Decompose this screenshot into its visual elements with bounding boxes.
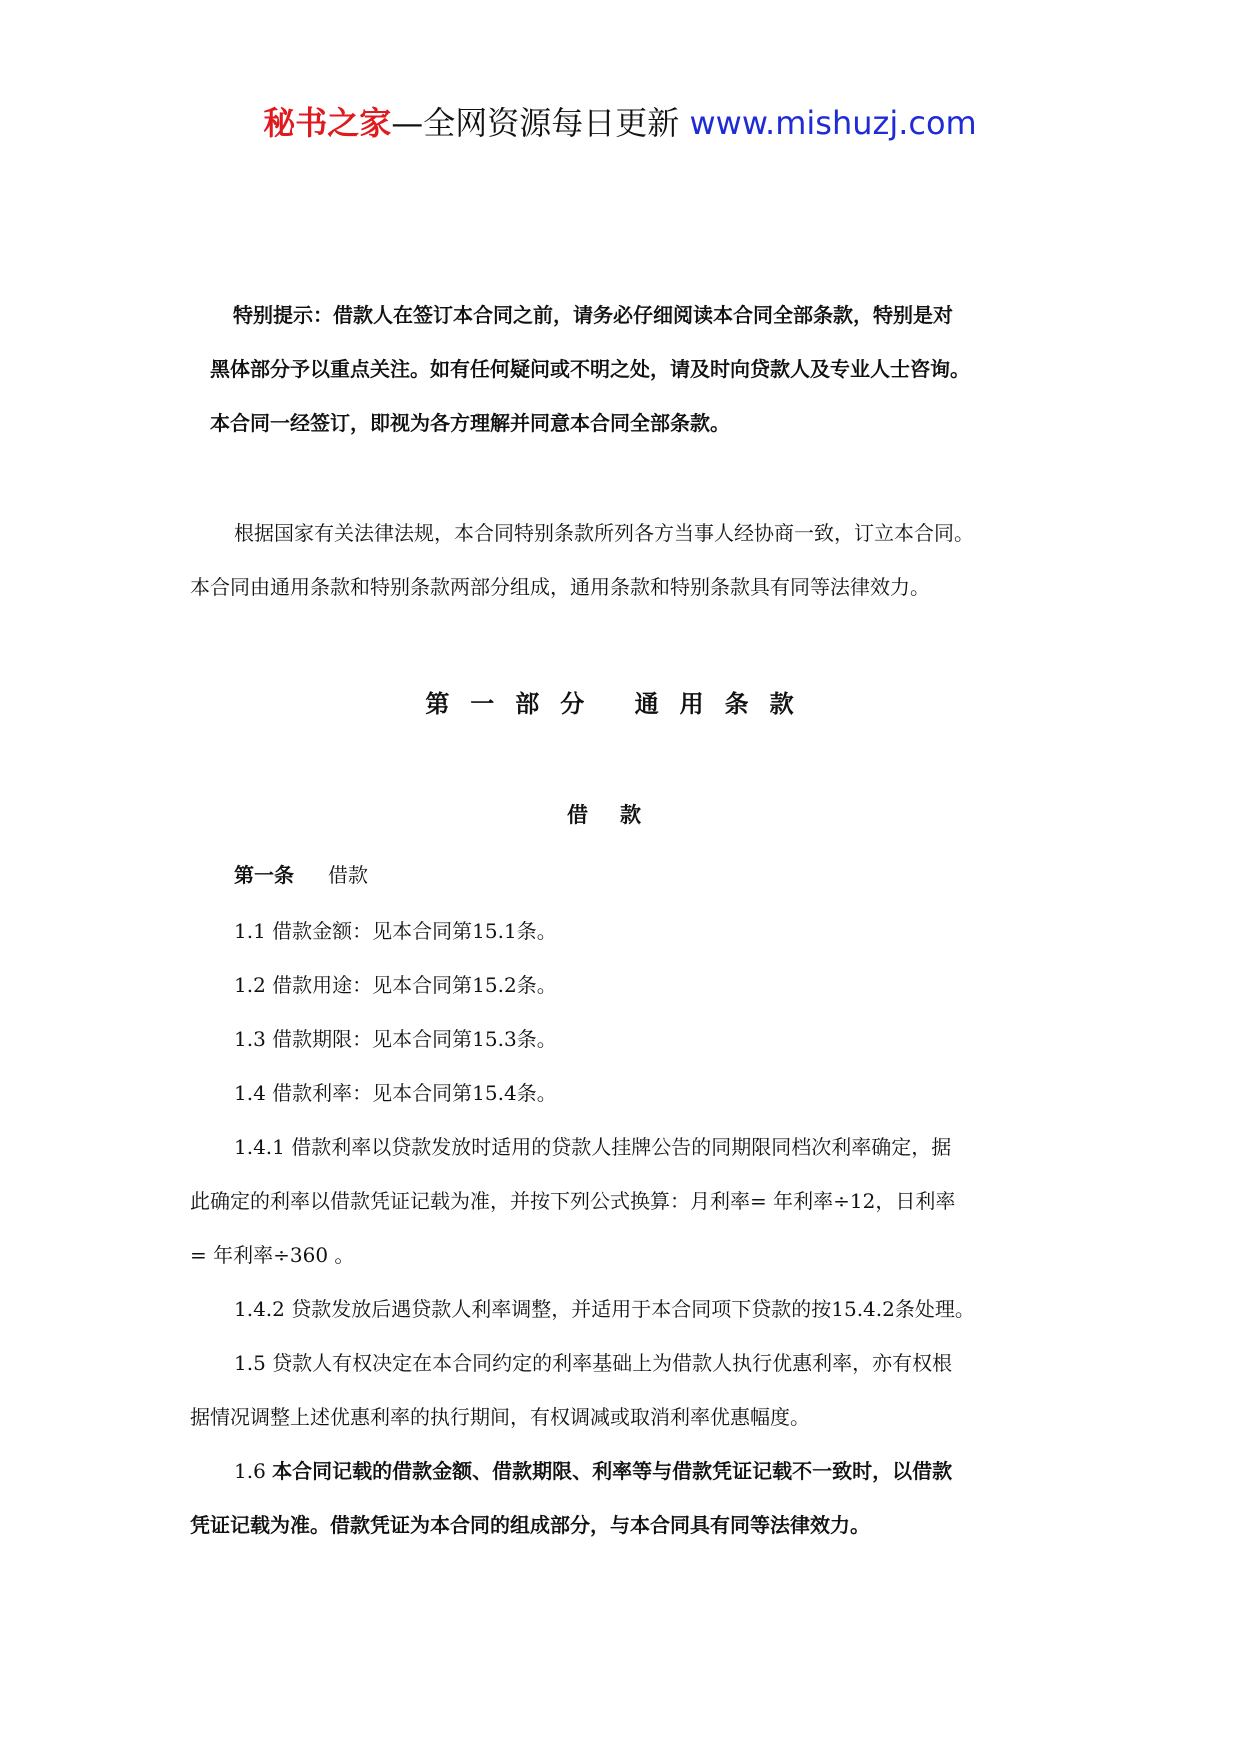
article-label: 第一条 (234, 863, 294, 887)
special-notice (210, 288, 1070, 450)
clause-list (190, 904, 1070, 1552)
intro-line: 本合同由通用条款和特别条款两部分组成，通用条款和特别条款具有同等法律效力。 (190, 575, 930, 599)
clause-1-5-line: 据情况调整上述优惠利率的执行期间，有权调减或取消利率优惠幅度。 (190, 1405, 810, 1429)
clause-1-4-1-line: 此确定的利率以借款凭证记载为准，并按下列公式换算：月利率= 年利率÷12，日利率 (190, 1189, 956, 1213)
clause-1-6-line: 凭证记载为准。借款凭证为本合同的组成部分，与本合同具有同等法律效力。 (190, 1513, 870, 1537)
site-header (0, 103, 1240, 143)
header-tagline: —全网资源每日更新 (391, 104, 690, 142)
brand-name: 秘书之家 (263, 104, 392, 142)
intro-line: 根据国家有关法律法规，本合同特别条款所列各方当事人经协商一致，订立本合同。 (234, 521, 974, 545)
clause-1-6-text: 本合同记载的借款金额、借款期限、利率等与借款凭证记载不一致时，以借款 (272, 1459, 953, 1483)
clause-1-4: 1.4 借款利率：见本合同第15.4条。 (234, 1081, 557, 1105)
clause-1-4-1-line: = 年利率÷360 。 (190, 1243, 355, 1267)
clause-1-4-1-line: 1.4.1 借款利率以贷款发放时适用的贷款人挂牌公告的同期限同档次利率确定，据 (234, 1135, 952, 1159)
part-title: 第一部分 通用条款 (425, 690, 815, 718)
clause-1-4-2: 1.4.2 贷款发放后遇贷款人利率调整，并适用于本合同项下贷款的按15.4.2条处理。 (234, 1297, 975, 1321)
article-heading (234, 858, 368, 892)
article-title: 借款 (328, 863, 368, 887)
clause-1-1: 1.1 借款金额：见本合同第15.1条。 (234, 919, 557, 943)
clause-1-6-number: 1.6 (234, 1459, 273, 1483)
section-title: 借款 (567, 803, 673, 827)
intro-paragraph (190, 506, 1070, 614)
clause-1-3: 1.3 借款期限：见本合同第15.3条。 (234, 1027, 557, 1051)
clause-1-2: 1.2 借款用途：见本合同第15.2条。 (234, 973, 557, 997)
notice-line: 黑体部分予以重点关注。如有任何疑问或不明之处，请及时向贷款人及专业人士咨询。 (210, 357, 970, 381)
notice-line: 特别提示：借款人在签订本合同之前，请务必仔细阅读本合同全部条款，特别是对 (233, 303, 953, 327)
clause-1-6-line (190, 1444, 1070, 1498)
notice-line: 本合同一经签订，即视为各方理解并同意本合同全部条款。 (210, 411, 730, 435)
header-url[interactable]: www.mishuzj.com (689, 104, 977, 142)
clause-1-5-line: 1.5 贷款人有权决定在本合同约定的利率基础上为借款人执行优惠利率，亦有权根 (234, 1351, 953, 1375)
